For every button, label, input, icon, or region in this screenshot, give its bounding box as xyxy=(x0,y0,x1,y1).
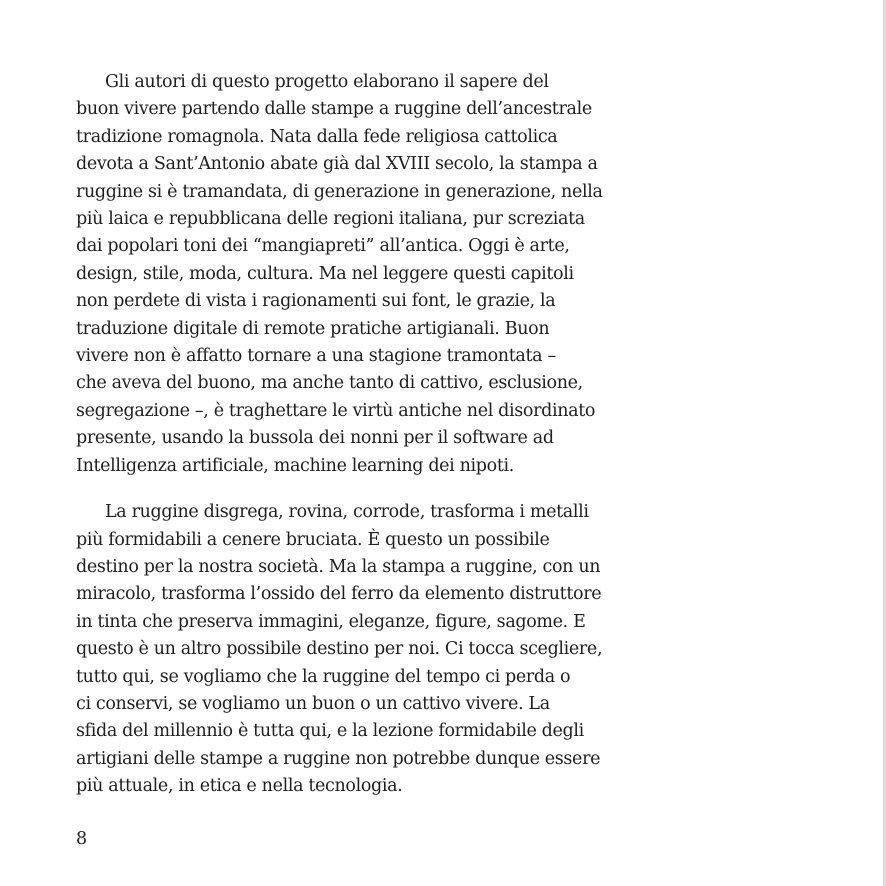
text-line: non perdete di vista i ragionamenti sui font, le grazie, la xyxy=(76,291,556,312)
text-line: destino per la nostra società. Ma la stampa a ruggine, con un xyxy=(76,556,601,577)
text-line: dai popolari toni dei “mangiapreti” all’antica. Oggi è arte, xyxy=(76,236,570,257)
text-line: questo è un altro possibile destino per noi. Ci tocca scegliere, xyxy=(76,639,603,660)
text-line: Gli autori di questo progetto elaborano il sapere del xyxy=(105,72,549,92)
text-line: vivere non è affatto tornare a una stagione tramontata – xyxy=(76,346,556,367)
text-line: buon vivere partendo dalle stampe a ruggine dell’ancestrale xyxy=(76,99,592,120)
text-line: La ruggine disgrega, rovina, corrode, trasforma i metalli xyxy=(105,502,589,523)
text-line: devota a Sant’Antonio abate già dal XVIII secolo, la stampa a xyxy=(76,154,598,175)
text-line: più attuale, in etica e nella tecnologia. xyxy=(76,776,403,797)
text-line: design, stile, moda, cultura. Ma nel leggere questi capitoli xyxy=(76,263,574,284)
text-line: in tinta che preserva immagini, eleganze, figure, sagome. E xyxy=(76,611,586,632)
text-line: che aveva del buono, ma anche tanto di cattivo, esclusione, xyxy=(76,373,583,394)
text-line: Intelligenza artificiale, machine learning dei nipoti. xyxy=(76,455,514,476)
text-line: ruggine si è tramandata, di generazione in generazione, nella xyxy=(76,181,603,202)
text-line: miracolo, trasforma l’ossido del ferro da elemento distruttore xyxy=(76,584,602,605)
text-line: segregazione –, è traghettare le virtù antiche nel disordinato xyxy=(76,400,596,421)
text-line: sfida del millennio è tutta qui, e la lezione formidabile degli xyxy=(76,721,584,742)
text-line: artigiani delle stampe a ruggine non potrebbe dunque essere xyxy=(76,748,601,769)
text-line: più laica e repubblicana delle regioni italiana, pur screziata xyxy=(76,209,585,230)
text-line: traduzione digitale di remote pratiche artigianali. Buon xyxy=(76,318,550,339)
text-line: più formidabili a cenere bruciata. È questo un possibile xyxy=(76,529,550,550)
body-text xyxy=(76,69,642,801)
text-line: tutto qui, se vogliamo che la ruggine del tempo ci perda o xyxy=(76,666,571,687)
paragraph-2 xyxy=(76,499,642,800)
paragraph-1 xyxy=(76,69,642,480)
text-line: ci conservi, se vogliamo un buon o un cattivo vivere. La xyxy=(76,693,550,714)
text-line: presente, usando la bussola dei nonni per il software ad xyxy=(76,428,554,449)
page-number: 8 xyxy=(76,829,88,849)
text-line: tradizione romagnola. Nata dalla fede religiosa cattolica xyxy=(76,126,558,147)
